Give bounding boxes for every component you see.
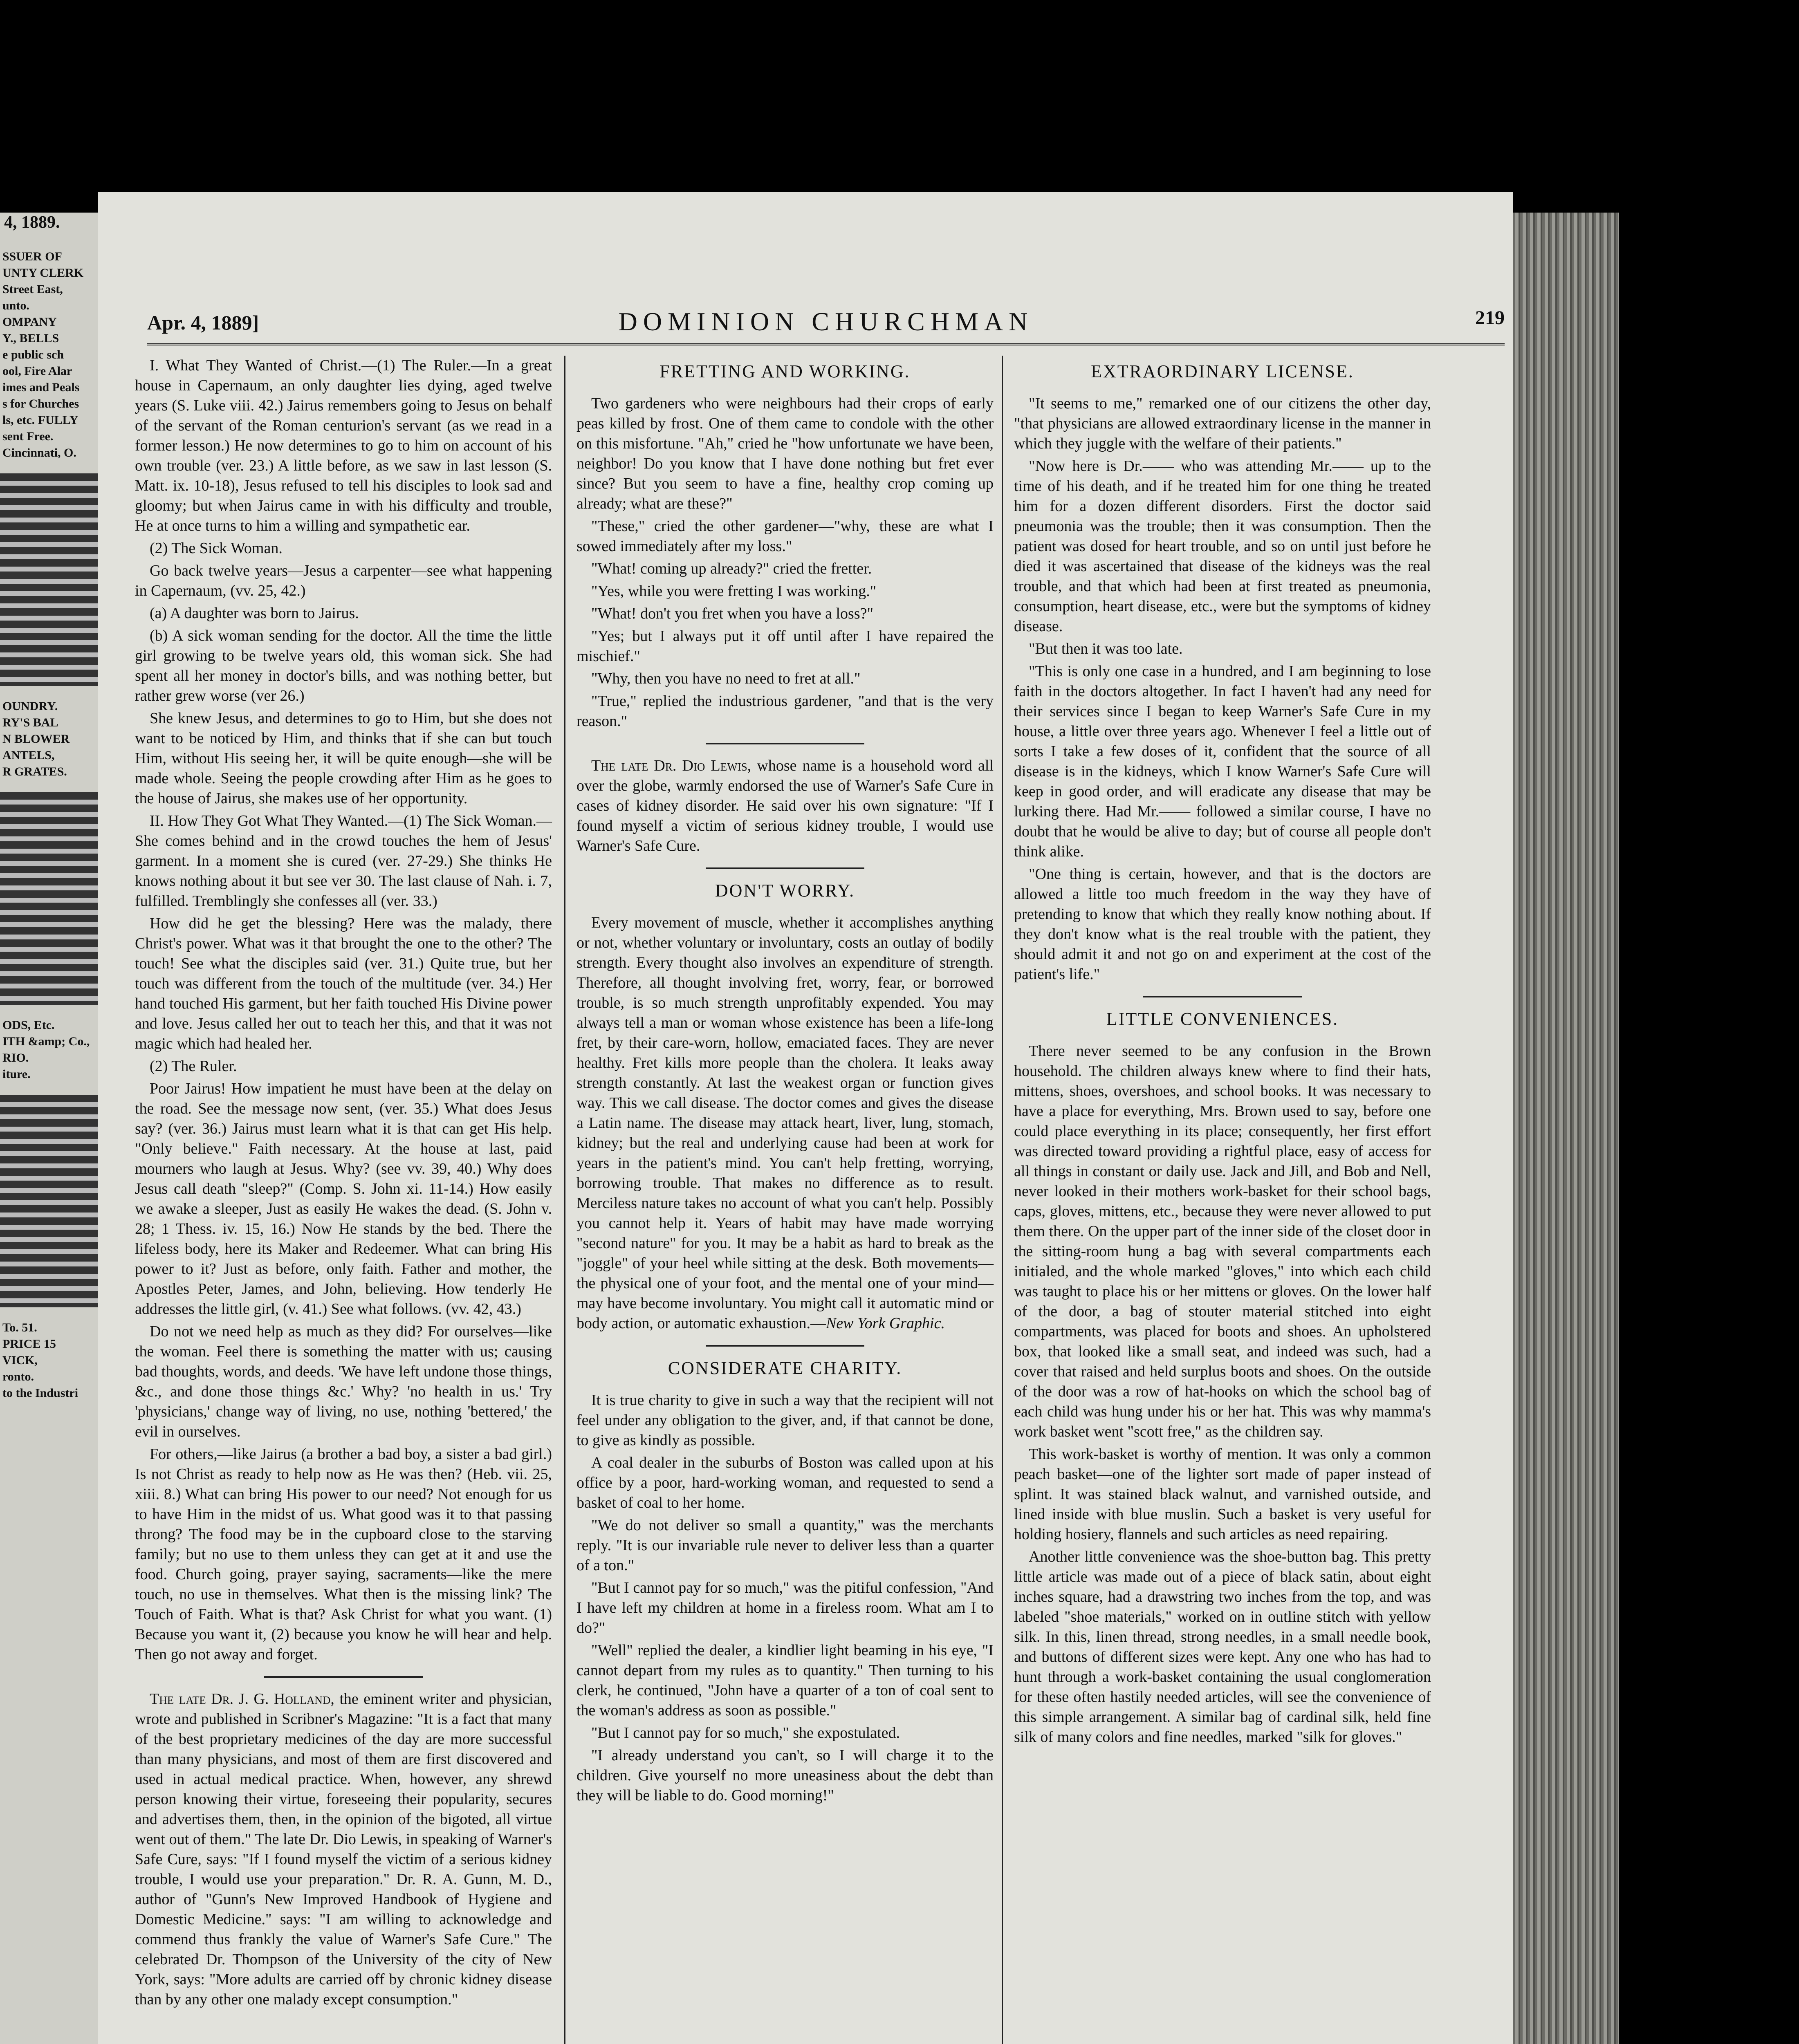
fragment-text: PRICE 15 (2, 1337, 56, 1351)
fragment-text: ronto. (2, 1370, 34, 1383)
fragment-text: to the Industri (2, 1386, 79, 1400)
paragraph: A coal dealer in the suburbs of Boston was called upon at his office by a poor, hard-working woman, and requested to send a basket of coal to her home. (576, 1454, 994, 1511)
article-title-fretting: FRETTING AND WORKING. (659, 361, 911, 381)
article-title-conveniences: LITTLE CONVENIENCES. (1106, 1009, 1339, 1029)
notice-lead: The late Dr. Dio Lewis, (591, 757, 751, 774)
previous-page-fragments (0, 249, 102, 1401)
paragraph: Go back twelve years—Jesus a carpenter—see what happening in Capernaum, (vv. 25, 42.) (135, 562, 552, 599)
fragment-text: imes and Peals (2, 381, 80, 394)
paragraph: "But then it was too late. (1029, 640, 1183, 657)
article-fretting (576, 394, 994, 731)
page-number: 219 (1475, 307, 1505, 329)
previous-page-strip (0, 213, 102, 2044)
column-divider (1002, 356, 1003, 2044)
fragment-text: Cincinnati, O. (2, 446, 76, 459)
section-divider (706, 1345, 864, 1347)
paragraph: "I already understand you can't, so I will charge it to the children. Give yourself no more uneasiness about the debt than they will be liable to do. Good morning!" (576, 1747, 994, 1804)
column-3 (1014, 356, 1431, 1750)
notice-lead: The late Dr. J. G. Holland, (150, 1690, 334, 1708)
paragraph: Two gardeners who were neighbours had their crops of early peas killed by frost. One of them came to condole with the other on this misfortune. "Ah," cried he "how unfortunate we have been, neighbor! Do you know that I have done nothing but fret ever since? But you seem to have a fine, healthy crop coming up already; what are these?" (576, 395, 994, 512)
paragraph: "Now here is Dr.—— who was attending Mr.—— up to the time of his death, and if he treated him for one thing he treated him for a dozen different disorders. First the doctor said pneumonia was the trouble; then it was consumption. Then the patient was dosed for heart trouble, and so on until just before he died it was ascertained that disease of the kidneys was the real trouble, and that which had been at first treated as pneumonia, consumption, heart disease, etc., were but the symptoms of kidney disease. (1014, 457, 1431, 635)
paragraph: "One thing is certain, however, and that is the doctors are allowed a little too much freedom in the way they have of pretending to know that which they really know nothing about. If they don't know what is the real trouble with the patient, they should admit it and not go on and experiment at the cost of the patient's life." (1014, 865, 1431, 983)
advertisement-illustration (0, 792, 102, 1005)
fragment-text: R GRATES. (2, 765, 67, 778)
fragment-text: unto. (2, 299, 29, 312)
section-divider (706, 743, 864, 744)
dio-lewis-notice (576, 756, 994, 856)
article-worry (576, 913, 994, 1334)
fragment-text: e public sch (2, 348, 64, 361)
paragraph: Poor Jairus! How impatient he must have been at the delay on the road. See the message now sent, (ver. 35.) What does Jesus say? (ver. 36.) Jairus must learn what it is that can get His help. "Only believe." Faith necessary. At the house at last, paid mourners who laugh at Jesus. Why? (see vv. 39, 40.) Why does Jesus call death "sleep?" (Comp. S. John xi. 11-14.) How easily we awake a sleeper, Just as easily He wakes the dead. (S. John v. 28; 1 Thess. iv. 15, 16.) Now He stands by the bed. There the lifeless body, here its Maker and Redeemer. What can bring His power to it? Just as before, only faith. Father and mother, the Apostles Peter, James, and John, believing. How tenderly He addresses the little girl, (v. 41.) See what follows. (vv. 42, 43.) (135, 1080, 552, 1318)
paragraph: Another little convenience was the shoe-button bag. This pretty little article was made out of a piece of black satin, about eight inches square, had a drawstring two inches from the top, and was labeled "shoe materials," worked on in outline stitch with yellow silk. In this, linen thread, strong needles, in a small needle book, and buttons of different sizes were kept. Any one who has had to hunt through a work-basket containing the usual conglomeration for these often hastily needed articles, will see the convenience of this simple arrangement. A similar bag of cardinal silk, held fine silk of many colors and fine needles, marked "silk for gloves." (1014, 1548, 1431, 1746)
column-divider (564, 356, 565, 2044)
fragment-text: Street East, (2, 282, 63, 296)
paragraph: "It seems to me," remarked one of our citizens the other day, "that physicians are allowed extraordinary license in the manner in which they juggle with the welfare of their patients." (1014, 395, 1431, 452)
paragraph: For others,—like Jairus (a brother a bad boy, a sister a bad girl.) Is not Christ as ready to help now as He was then? (Heb. vii. 25, xiii. 8.) What can bring His power to our need? Not enough for us to have Him in the midst of us. What good was it to that passing throng? The food may be in the cupboard close to the starving family; but no use to them unless they can get at it and use the food. Church going, prayer saying, sacraments—like the mere touch, no use in themselves. What then is the missing link? The Touch of Faith. What is that? Ask Christ for what you want. (1) Because you want it, (2) because you know he will hear and help. Then go not away and forget. (135, 1446, 552, 1663)
paragraph: Do not we need help as much as they did? For ourselves—like the woman. Feel there is something the matter with us; causing bad thoughts, words, and deeds. 'We have left undone those things, &c., and done those things &c.' Why? 'no health in us.' Try 'physicians,' change way of living, no use, nothing 'bettered,' the evil in ourselves. (135, 1323, 552, 1440)
book-page-edges (1513, 213, 1619, 2044)
paragraph: "Yes; but I always put it off until after I have repaired the mischief." (576, 628, 994, 665)
sunday-school-lesson (135, 356, 552, 1665)
paragraph: (2) The Sick Woman. (150, 540, 283, 557)
fragment-text: iture. (2, 1067, 31, 1081)
paragraph: She knew Jesus, and determines to go to Him, but she does not want to be noticed by Him, and thinks that if she can but touch Him, without His seeing her, it will be quite enough—she will be made whole. Seeing the people crowding after Him as he goes to the house of Jairus, she makes use of her opportunity. (135, 710, 552, 807)
page-date: Apr. 4, 1889] (147, 311, 259, 334)
previous-page-date: 4, 1889. (4, 213, 60, 232)
paragraph: "What! coming up already?" cried the fretter. (591, 560, 872, 577)
fragment-text: OMPANY (2, 315, 57, 329)
paragraph: (b) A sick woman sending for the doctor. All the time the little girl growing to be twelve years old, this woman sick. She had spent all her money in doctor's bills, and was nothing better, but rather grew worse (ver 26.) (135, 627, 552, 704)
paragraph: There never seemed to be any confusion in the Brown household. The children always knew where to find their hats, mittens, shoes, overshoes, and school books. It was necessary to have a place for everything, Mrs. Brown used to say, before one could place everything in its place; consequently, her first effort was directed toward providing a rightful place, easy of access for all things in constant or daily use. Jack and Jill, and Bob and Nell, never looked in their mothers work-basket for their school bags, caps, gloves, mittens, etc., because they were never allowed to put them there. On the upper part of the inner side of the closet door in the sitting-room hung a bag with several compartments each initialed, and the whole marked "gloves," into which each child was taught to place his or her mittens or gloves. On the lower half of the door, a bag of stouter material stitched into eight compartments, was placed for boots and shoes. An upholstered box, that looked like a small seat, and indeed was such, had a cover that raised and held surplus boots and shoes. On the outside of the door was a row of hat-hooks on which the school bag of each child was hung under his or her hat. This was why mamma's work basket went "scott free," as the children say. (1014, 1042, 1431, 1440)
fragment-text: ITH &amp; Co., (2, 1035, 90, 1048)
article-title-worry: DON'T WORRY. (715, 881, 855, 901)
paragraph: "Well" replied the dealer, a kindlier light beaming in his eye, "I cannot depart from my rules as to quantity." Then turning to his clerk, he continued, "John have a quarter of a ton of coal sent to the woman's address as soon as possible." (576, 1642, 994, 1719)
worry-text: Every movement of muscle, whether it accomplishes anything or not, whether voluntary or involuntary, costs an outlay of bodily strength. Every thought also involves an expenditure of strength. Therefore, all thought involving fret, worry, fear, or borrowed trouble, is so much strength unprofitably expended. You may always tell a man or woman whose existence has been a life-long fret, by their care-worn, hollow, emaciated faces. They are never healthy. Fret kills more people than the cholera. It leaks away strength constantly. At last the weakest organ or function gives way. This we call disease. The doctor comes and gives the disease a Latin name. The disease may attack heart, liver, lung, stomach, kidney; but the real and underlying cause had been at work for years in the patient's mind. You can't help fretting, worrying, borrowing trouble. That makes no difference as to result. Merciless nature takes no account of what you can't help. Possibly you cannot help it. Years of habit may have made worrying "second nature" for you. It may be a habit as hard to break as the "joggle" of your heel while sitting at the desk. Both movements—the physical one of your foot, and the mental one of your mind—may have become involuntary. You might call it automatic mind or body action, or automatic exhaustion.— (576, 914, 994, 1332)
fragment-text: Y., BELLS (2, 332, 59, 345)
column-2 (576, 356, 994, 1808)
article-charity (576, 1390, 994, 1806)
fragment-text: ODS, Etc. (2, 1018, 55, 1032)
column-1 (135, 356, 552, 2012)
advertisement-illustration (0, 1095, 102, 1307)
paragraph: I. What They Wanted of Christ.—(1) The Ruler.—In a great house in Capernaum, an only daughter lies dying, aged twelve years (S. Luke viii. 42.) Jairus remembers going to Jesus on behalf of the servant of the Roman centurion's servant (as we read in a former lesson.) He now determines to go to him on account of his own trouble (ver. 23.) A little before, as we saw in last lesson (S. Matt. ix. 10-18), Jesus refused to tell his disciples to look sad and gloomy; but when Jairus came in with his difficulty and trouble, He at once turns to him a willing and sympathetic ear. (135, 357, 552, 534)
notice-text: the eminent writer and physician, wrote and published in Scribner's Magazine: "It is a fact that many of the best proprietary medicines of the day are more successful than many physicians, and most of them are first discovered and used in actual medical practice. When, however, any shrewd person knowing their virtue, foreseeing their popularity, secures and advertises them, then, in the opinion of the bigoted, all virtue went out of them." The late Dr. Dio Lewis, in speaking of Warner's Safe Cure, says: "If I found myself the victim of a serious kidney trouble, I would use your preparation." Dr. R. A. Gunn, M. D., author of "Gunn's New Improved Handbook of Hygiene and Domestic Medicine." says: "I am willing to acknowledge and commend thus frankly the value of Warner's Safe Cure." The celebrated Dr. Thompson of the University of the city of New York, says: "More adults are carried off by chronic kidney disease than by any other one malady except consumption." (135, 1690, 552, 2008)
paragraph: "What! don't you fret when you have a loss?" (591, 605, 874, 622)
newspaper-page (98, 192, 1513, 2044)
paragraph: (2) The Ruler. (150, 1058, 237, 1075)
article-title-charity: CONSIDERATE CHARITY. (668, 1358, 902, 1378)
paragraph: "True," replied the industrious gardener, "and that is the very reason." (576, 693, 994, 730)
fragment-text: VICK, (2, 1354, 38, 1367)
fragment-text: s for Churches (2, 397, 79, 410)
notice-text: whose name is a household word all over the globe, warmly endorsed the use of Warner's Safe Cure in cases of kidney disorder. He said over his own signature: "If I found myself a victim of serious kidney trouble, I would use Warner's Safe Cure. (576, 757, 994, 854)
paragraph: "But I cannot pay for so much," was the pitiful confession, "And I have left my children at home in a fireless room. What am I to do?" (576, 1579, 994, 1636)
fragment-text: OUNDRY. (2, 699, 58, 713)
paragraph: "These," cried the other gardener—"why, these are what I sowed immediately after my loss." (576, 518, 994, 555)
fragment-text: RY'S BAL (2, 716, 58, 729)
fragment-text: RIO. (2, 1051, 29, 1065)
article-license (1014, 394, 1431, 984)
paragraph: (a) A daughter was born to Jairus. (150, 605, 359, 622)
paragraph: "This is only one case in a hundred, and I am beginning to lose faith in the doctors altogether. In fact I haven't had any need for their services since I began to keep Warner's Safe Cure in my house, a little over three years ago. Whenever I feel a little out of sorts I take a few doses of it, confident that the source of all disease is in the kidneys, which I know Warner's Safe Cure will keep in good order, and will eradicate any disease that may be lurking there. Had Mr.—— followed a similar course, I have no doubt that he would be alive to day; but of course all people don't think alike. (1014, 663, 1431, 860)
paragraph: How did he get the blessing? Here was the malady, there Christ's power. What was it that brought the one to the other? The touch! See what the disciples said (ver. 31.) Quite true, but her touch was different from the touch of the multitude (ver. 34.) Her hand touched His garment, but her faith touched His Divine power and love. Jesus called her out to teach her this, and that it was not magic which had healed her. (135, 915, 552, 1052)
holland-notice (135, 1689, 552, 2010)
paragraph: This work-basket is worthy of mention. It was only a common peach basket—one of the lighter sort made of paper instead of splint. It was stained black walnut, and varnished outside, and lined inside with blue muslin. Such a basket is very useful for holding hosiery, flannels and such articles as need repairing. (1014, 1446, 1431, 1543)
paragraph: "We do not deliver so small a quantity," was the merchants reply. "It is our invariable rule never to deliver less than a quarter of a ton." (576, 1517, 994, 1574)
fragment-text: ool, Fire Alar (2, 364, 72, 378)
fragment-text: To. 51. (2, 1321, 37, 1334)
fragment-text: UNTY CLERK (2, 266, 84, 280)
fragment-text: ANTELS, (2, 749, 55, 762)
paragraph: "Yes, while you were fretting I was working." (591, 583, 877, 600)
article-conveniences (1014, 1041, 1431, 1747)
paragraph: "But I cannot pay for so much," she expostulated. (591, 1724, 900, 1741)
paragraph: II. How They Got What They Wanted.—(1) The Sick Woman.—She comes behind and in the crowd touches the hem of Jesus' garment. In a moment she is cured (ver. 27-29.) She thinks He knows nothing about it but see ver 30. The last clause of Nah. i. 7, fulfilled. Tremblingly she confesses all (ver. 33.) (135, 812, 552, 910)
header-rule (147, 343, 1505, 345)
section-divider (264, 1676, 423, 1678)
paragraph: "Why, then you have no need to fret at all." (591, 670, 861, 687)
fragment-text: SSUER OF (2, 250, 62, 263)
fragment-text: ls, etc. FULLY (2, 413, 79, 427)
fragment-text: N BLOWER (2, 732, 70, 746)
worry-credit: New York Graphic. (825, 1315, 945, 1332)
fragment-text: sent Free. (2, 430, 54, 443)
advertisement-illustration (0, 473, 102, 686)
masthead: DOMINION CHURCHMAN (618, 307, 1034, 336)
paragraph: It is true charity to give in such a way that the recipient will not feel under any obligation to the giver, and, if that cannot be done, to give as kindly as possible. (576, 1392, 994, 1449)
section-divider (1143, 996, 1302, 997)
article-title-license: EXTRAORDINARY LICENSE. (1091, 361, 1354, 381)
section-divider (706, 867, 864, 869)
page-header (147, 307, 1505, 339)
